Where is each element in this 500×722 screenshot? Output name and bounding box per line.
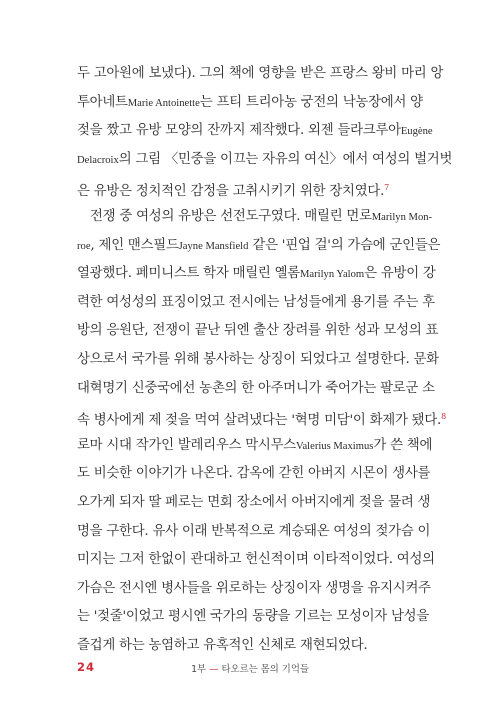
text-segment: 두 고아원에 보냈다). 그의 책에 영향을 받은 프랑스 왕비 마리 앙	[77, 66, 444, 81]
running-footer-part: 1부	[191, 664, 207, 675]
text-segment: 명을 구한다. 유사 이래 반복적으로 계승돼온 여성의 젖가슴 이	[77, 523, 431, 539]
page-footer	[0, 660, 500, 676]
running-footer-separator: —	[209, 664, 219, 675]
text-segment: 도 비슷한 이야기가 나온다. 감옥에 갇힌 아버지 시몬이 생사를	[77, 466, 431, 482]
latin-name: Marilyn Mon-	[371, 211, 433, 223]
running-footer-chapter: 타오르는 몸의 기억들	[221, 664, 309, 675]
text-segment: 전쟁 중 여성의 유방은 선전도구였다. 매릴린 먼로	[90, 208, 372, 224]
text-segment: 대혁명기 신중국에선 농촌의 한 아주머니가 죽어가는 팔로군 소	[77, 380, 435, 396]
text-segment: 는 프티 트리아농 궁전의 낙농장에서 양	[199, 94, 423, 110]
text-line	[77, 60, 444, 89]
text-line	[77, 317, 439, 346]
text-line	[77, 632, 431, 661]
text-segment: 같은 '핀업 걸'의 가슴에 군인들은	[248, 237, 441, 253]
text-segment: 방의 응원단, 전쟁이 끝난 뒤엔 출산 장려를 위한 성과 모성의 표	[77, 323, 439, 339]
text-segment: , 제인 맨스필드	[90, 237, 179, 253]
text-segment: 가 쓴 책에	[373, 437, 433, 453]
text-segment: 은 유방이 강	[364, 266, 436, 282]
text-segment: 오가게 되자 딸 페로는 면회 장소에서 아버지에게 젖을 물려 생	[77, 494, 431, 510]
text-segment: 의 그림 〈민중을 이끄는 자유의 여신〉에서 여성의 벌거벗	[118, 151, 453, 167]
text-line	[77, 403, 447, 432]
text-segment: 속 병사에게 제 젖을 먹여 살려냈다는 '혁명 미담'이 화제가 됐다.	[77, 413, 442, 429]
text-segment: 열광했다. 페미니스트 학자 매릴린 옐롬	[77, 266, 300, 282]
text-line	[77, 460, 431, 489]
text-segment: 은 유방은 정치적인 감정을 고취시키기 위한 장치였다.	[77, 184, 385, 200]
text-line	[77, 489, 431, 518]
text-line	[77, 174, 431, 203]
text-segment: 즐겁게 하는 농염하고 유혹적인 신체로 재현되었다.	[77, 637, 368, 653]
text-line	[77, 260, 436, 289]
footnote-marker: 8	[441, 412, 447, 422]
text-line	[77, 518, 431, 547]
text-line	[77, 546, 435, 575]
latin-name: roe	[77, 240, 91, 252]
text-segment: 상으로서 국가를 위해 봉사하는 상징이 되었다고 설명한다. 문화	[77, 351, 439, 367]
latin-name: Marilyn Yalom	[300, 269, 365, 281]
text-line	[77, 289, 435, 318]
text-segment: 투아네트	[77, 94, 128, 110]
footnote-marker: 7	[384, 183, 390, 193]
text-line	[77, 117, 431, 146]
text-line	[77, 203, 431, 232]
text-segment: 력한 여성성의 표징이었고 전시에는 남성들에게 용기를 주는 후	[77, 294, 435, 310]
text-segment: 가슴은 전시엔 병사들을 위로하는 상징이자 생명을 유지시켜주	[77, 580, 431, 596]
text-line	[77, 575, 431, 604]
latin-name: Delacroix	[77, 154, 119, 166]
latin-name: Marie Antoinette	[127, 97, 200, 109]
text-line	[77, 375, 435, 404]
page-number: 24	[77, 660, 96, 674]
text-line	[77, 432, 431, 461]
latin-name: Eugène	[400, 126, 433, 138]
latin-name: Valerius Maximus	[296, 440, 374, 452]
text-segment: 젖을 짰고 유방 모양의 잔까지 제작했다. 외젠 들라크루아	[77, 123, 401, 139]
text-line	[77, 603, 431, 632]
latin-name: Jayne Mansfield	[178, 240, 249, 252]
text-line	[77, 346, 439, 375]
text-line	[77, 89, 431, 118]
text-segment: 로마 시대 작가인 발레리우스 막시무스	[77, 437, 296, 453]
text-segment: 는 '젖줄'이었고 평시엔 국가의 동량을 기르는 모성이자 남성을	[77, 609, 430, 625]
body-text	[77, 60, 453, 660]
text-line	[77, 146, 453, 175]
text-line	[77, 232, 441, 261]
text-segment: 미지는 그저 한없이 관대하고 헌신적이며 이타적이었다. 여성의	[77, 552, 435, 568]
running-footer	[0, 661, 500, 675]
